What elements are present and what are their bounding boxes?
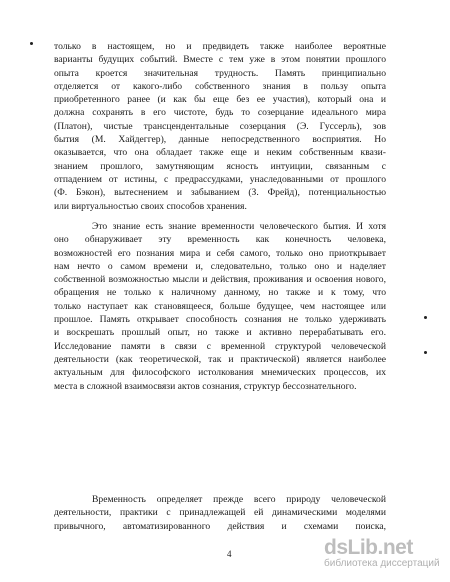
text-line: опыта кроется значительная трудность. Память принципиально: [54, 67, 386, 79]
watermark-subtitle: библиотека диссертаций: [324, 558, 440, 569]
text-line: бытия (М. Хайдеггер), данные непосредственного восприятия. Но: [54, 134, 386, 146]
text-line: оно обнаруживает эту временность как конечность человека,: [54, 234, 386, 246]
text-line: актуальным для философского истолкования мнемических процессов, их: [54, 367, 386, 379]
text-line: деятельности (как теоретической, так и практической) является наиболее: [54, 353, 386, 365]
paragraph-3: [54, 493, 386, 533]
text-line: возможностей его познания мира и себя самого, только оно приоткрывает: [54, 247, 386, 259]
watermark: [324, 536, 442, 578]
text-line: Временность определяет прежде всего природу человеческой: [92, 494, 386, 505]
text-line: Исследование памяти в связи с временной структурой человеческой: [54, 340, 386, 352]
text-line: (Платон), чистые трансцендентальные созерцания (Э. Гуссерль), зов: [54, 120, 386, 132]
text-line: или виртуальностью своих способов хранения.: [54, 200, 247, 212]
page-number: 4: [227, 549, 232, 559]
text-line: и воскрешать прошлый опыт, но также и активно перерабатывать его.: [54, 327, 386, 339]
text-line: оказывается, что она обладает также еще и неким собственным квази-: [54, 147, 386, 159]
text-line: прошлое. Память открывает способность сознания не только удерживать: [54, 314, 386, 326]
text-line: обращения не только к наличному данному, но также и к тому, что: [54, 287, 386, 299]
text-line: отпадением от истины, с предрассудками, унаследованными от прошлого: [54, 173, 386, 185]
text-line: приобретенного ранее (и как бы еще без ее участия), который она и: [54, 94, 386, 106]
text-line: отделяется от какого-либо собственного знания в пользу опыта: [54, 80, 386, 92]
text-line: собственной возможностью мысли и действия, проживания и освоения нового,: [54, 274, 386, 286]
text-line: должна сохранять в его чистоте, будь то созерцание идеального мира: [54, 107, 386, 119]
text-line: Это знание есть знание временности человеческого бытия. И хотя: [92, 221, 386, 232]
scan-speck: [424, 316, 427, 319]
text-line: привычного, автоматизированного действия и схемами поиска,: [54, 520, 386, 532]
text-line: знанием прошлого, замутняющим ясность интуиции, связанным с: [54, 160, 386, 172]
scan-speck: [424, 351, 427, 354]
paragraph-2: [54, 220, 386, 393]
text-line: нам нечто о самом времени и, следовательно, только оно и наделяет: [54, 260, 386, 272]
scan-speck: [30, 42, 33, 45]
watermark-logo: dsLib.net: [324, 536, 413, 559]
text-line: только в настоящем, но и предвидеть также наиболее вероятные: [54, 41, 386, 52]
text-line: деятельности, практики с принадлежащей ей динамическими моделями: [54, 507, 386, 519]
text-line: (Ф. Бэкон), вытеснением и забыванием (З. Фрейд), потенциальностью: [54, 187, 386, 199]
text-line: места в сложной взаимосвязи актов сознания, структур бессознательного.: [54, 380, 357, 392]
text-line: только наступает как становящееся, больше будущее, чем настоящее или: [54, 300, 386, 312]
text-line: варианты будущих событий. Вместе с тем уже в этом понятии прошлого: [54, 54, 386, 66]
paragraph-1: [54, 40, 386, 213]
